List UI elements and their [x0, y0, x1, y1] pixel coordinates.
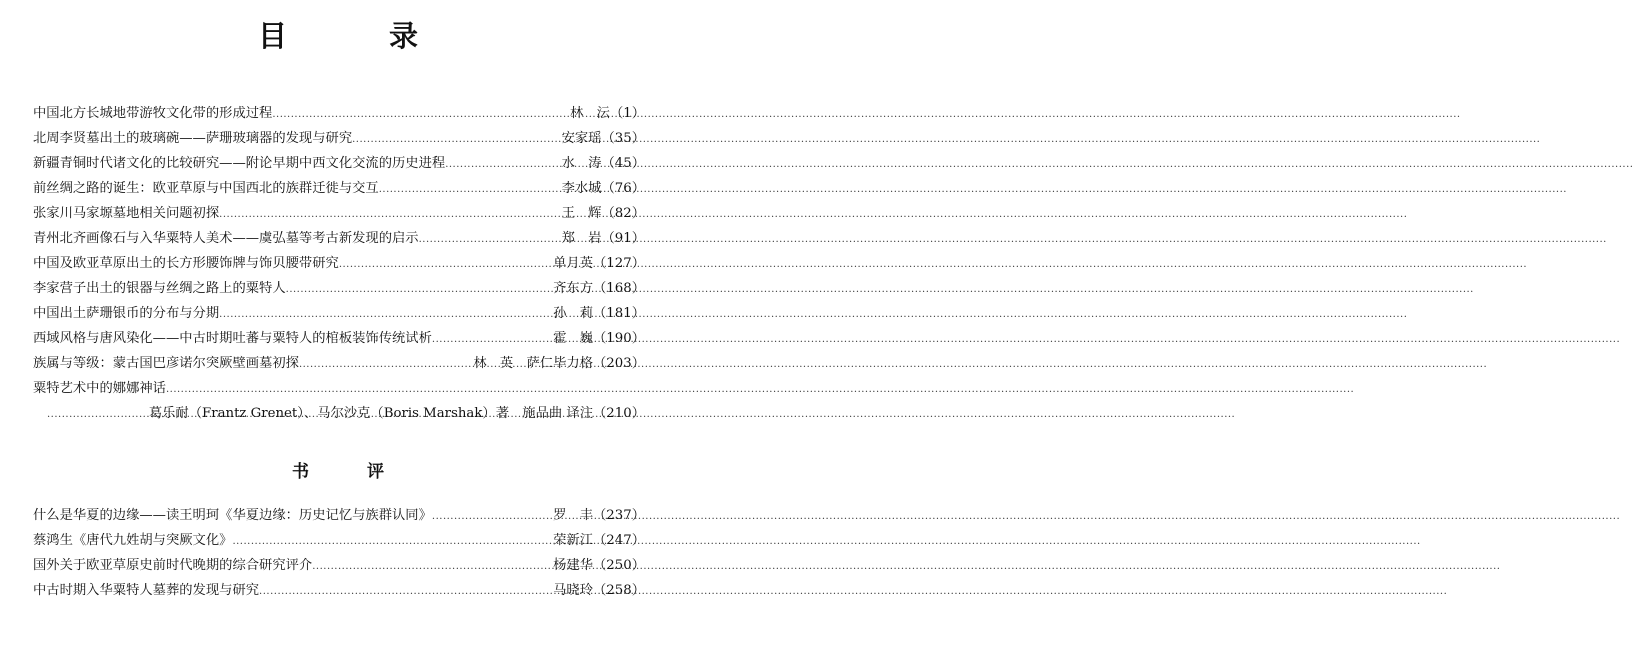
- entry-title: 什么是华夏的边缘——读王明珂《华夏边缘：历史记忆与族群认同》: [33, 508, 432, 523]
- toc-entry[interactable]: [33, 226, 645, 251]
- dot-leader: [445, 152, 561, 177]
- entry-title: 青州北齐画像石与入华粟特人美术——虞弘墓等考古新发现的启示: [33, 231, 419, 246]
- entry-title: 中国及欧亚草原出土的长方形腰饰牌与饰贝腰带研究: [33, 256, 339, 271]
- entry-author: 马晓玲: [553, 583, 594, 598]
- entry-page: （250）: [593, 558, 645, 573]
- entry-page: （190）: [593, 331, 645, 346]
- toc-entry[interactable]: [33, 503, 645, 528]
- dot-leader: [232, 529, 553, 554]
- entry-title: 国外关于欧亚草原史前时代晚期的综合研究评介: [33, 558, 313, 573]
- entry-author: 孙 莉: [553, 306, 594, 321]
- toc-entry[interactable]: [33, 578, 645, 603]
- entry-author: 水 涛: [561, 156, 602, 171]
- toc-entry[interactable]: [33, 376, 645, 401]
- dot-leader: [47, 402, 149, 427]
- entry-title: 中古时期入华粟特人墓葬的发现与研究: [33, 583, 260, 598]
- entry-title: 西域风格与唐风染化——中古时期吐蕃与粟特人的棺板装饰传统试析: [33, 331, 432, 346]
- entry-author: 王 辉: [561, 206, 602, 221]
- dot-leader: [352, 127, 561, 152]
- entry-title: 粟特艺术中的娜娜神话: [33, 381, 166, 396]
- entry-author: 郑 岩: [561, 231, 602, 246]
- entry-title: 北周李贤墓出土的玻璃碗——萨珊玻璃器的发现与研究: [33, 131, 353, 146]
- toc-entry[interactable]: [33, 528, 645, 553]
- entry-author: 林 沄: [570, 106, 610, 121]
- dot-leader: [219, 202, 561, 227]
- entry-page: （181）: [593, 306, 645, 321]
- dot-leader: [299, 352, 473, 377]
- toc-entry[interactable]: [33, 276, 645, 301]
- entry-page: （35）: [601, 131, 645, 146]
- entry-title: 中国北方长城地带游牧文化带的形成过程: [33, 106, 273, 121]
- dot-leader: [219, 302, 553, 327]
- entry-author: 李水城: [561, 181, 602, 196]
- toc-entry[interactable]: [33, 151, 645, 176]
- dot-leader: [339, 252, 553, 277]
- entry-page: （247）: [593, 533, 645, 548]
- entry-page: （91）: [601, 231, 645, 246]
- toc-entry[interactable]: [33, 351, 645, 376]
- entry-author: 齐东方: [553, 281, 594, 296]
- entry-page: （168）: [593, 281, 645, 296]
- entry-page: （82）: [601, 206, 645, 221]
- entry-author: 单月英: [553, 256, 594, 271]
- dot-leader: [312, 554, 553, 579]
- toc-entry[interactable]: [33, 553, 645, 578]
- toc-entry-continuation[interactable]: [33, 401, 645, 426]
- toc-entry[interactable]: [33, 301, 645, 326]
- entry-page: （237）: [593, 508, 645, 523]
- entry-title: 新疆青铜时代诸文化的比较研究——附论早期中西文化交流的历史进程: [33, 156, 446, 171]
- dot-leader: [166, 377, 605, 402]
- entry-title: 蔡鸿生《唐代九姓胡与突厥文化》: [33, 533, 233, 548]
- toc-entry[interactable]: [33, 176, 645, 201]
- entry-title: 族属与等级：蒙古国巴彦诺尔突厥壁画墓初探: [33, 356, 299, 371]
- entry-title: 张家川马家塬墓地相关问题初探: [33, 206, 220, 221]
- dot-leader: [286, 277, 553, 302]
- dot-leader: [419, 227, 562, 252]
- entry-author: 罗 丰: [553, 508, 594, 523]
- entry-page: （127）: [593, 256, 645, 271]
- toc-entry[interactable]: [33, 326, 645, 351]
- dot-leader: [432, 504, 553, 529]
- entry-author: 杨建华: [553, 558, 594, 573]
- entry-author: 霍 巍: [553, 331, 594, 346]
- dot-leader: [259, 579, 553, 604]
- entry-title: 中国出土萨珊银币的分布与分期: [33, 306, 220, 321]
- review-list: [33, 503, 645, 603]
- entry-author: 葛乐耐（Frantz Grenet）、马尔沙克（Boris Marshak）著 施品曲 译注: [148, 406, 594, 421]
- entry-author: 安家瑶: [561, 131, 602, 146]
- entry-page: （203）: [593, 356, 645, 371]
- dot-leader: [272, 102, 570, 127]
- entry-page: （76）: [601, 181, 645, 196]
- entry-page: （45）: [601, 156, 645, 171]
- dot-leader: [432, 327, 553, 352]
- entry-page: （210）: [593, 406, 645, 421]
- toc-entry[interactable]: [33, 101, 645, 126]
- article-list: [33, 101, 645, 426]
- dot-leader: [379, 177, 562, 202]
- page-title: 目 录: [257, 19, 465, 53]
- entry-author: 林 英 萨仁毕力格: [473, 356, 594, 371]
- entry-page: （258）: [593, 583, 645, 598]
- entry-title: 李家营子出土的银器与丝绸之路上的粟特人: [33, 281, 286, 296]
- reviews-heading: 书 评: [292, 462, 410, 482]
- entry-page: （1）: [609, 106, 645, 121]
- toc-entry[interactable]: [33, 201, 645, 226]
- entry-author: 荣新江: [553, 533, 594, 548]
- entry-title: 前丝绸之路的诞生：欧亚草原与中国西北的族群迁徙与交互: [33, 181, 379, 196]
- toc-entry[interactable]: [33, 126, 645, 151]
- toc-entry[interactable]: [33, 251, 645, 276]
